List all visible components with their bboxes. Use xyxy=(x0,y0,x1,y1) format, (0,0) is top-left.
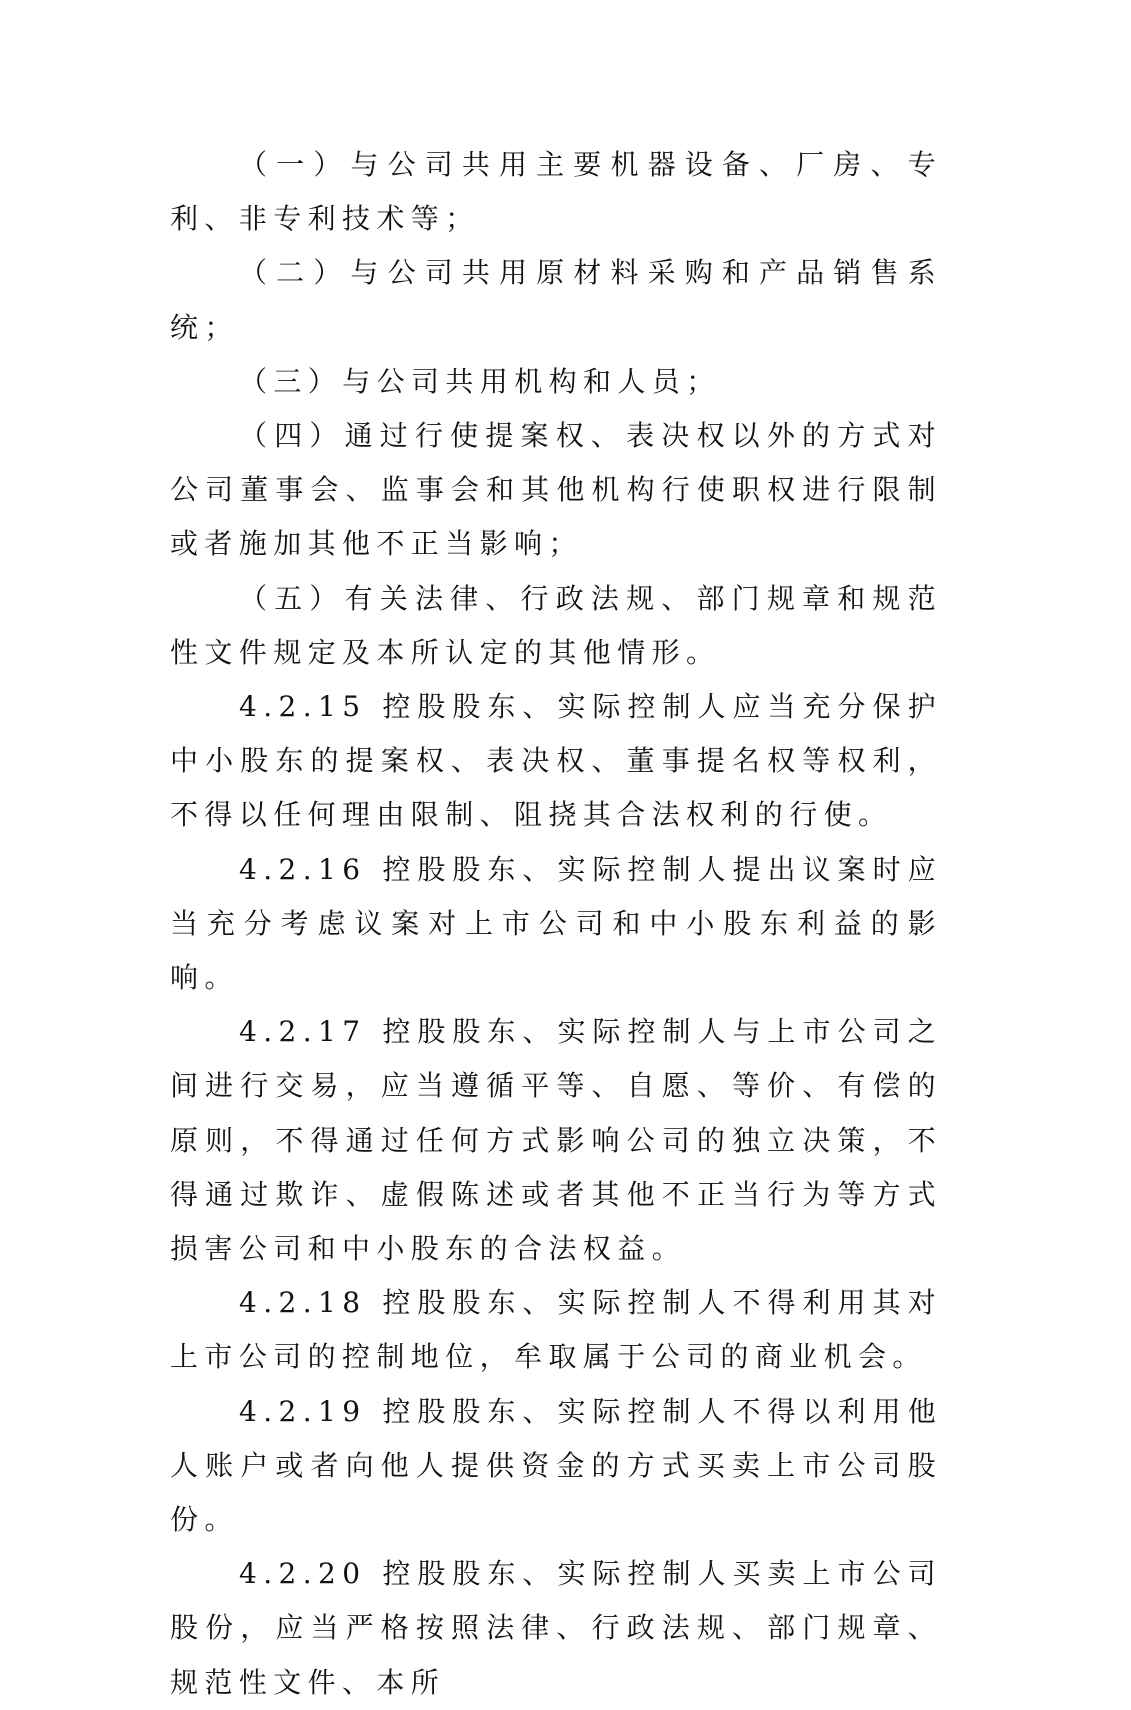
paragraph-item-3: （三）与公司共用机构和人员； xyxy=(239,364,721,398)
clause-4-2-17: 4.2.17 控股股东、实际控制人与上市公司之间进行交易，应当遵循平等、自愿、等价、有偿的原则，不得通过任何方式影响公司的独立决策，不得通过欺诈、虚假陈述或者其他不正当行为等方式损害公司和中小股东的合法权益。 xyxy=(170,1015,942,1266)
paragraph-item-4: （四）通过行使提案权、表决权以外的方式对公司董事会、监事会和其他机构行使职权进行限制或者施加其他不正当影响； xyxy=(170,419,942,561)
paragraph-item-5: （五）有关法律、行政法规、部门规章和规范性文件规定及本所认定的其他情形。 xyxy=(170,581,942,669)
clause-4-2-18: 4.2.18 控股股东、实际控制人不得利用其对上市公司的控制地位，牟取属于公司的商业机会。 xyxy=(170,1286,942,1374)
clause-4-2-16: 4.2.16 控股股东、实际控制人提出议案时应当充分考虑议案对上市公司和中小股东利益的影响。 xyxy=(170,852,942,995)
clause-4-2-20: 4.2.20 控股股东、实际控制人买卖上市公司股份，应当严格按照法律、行政法规、部门规章、规范性文件、本所 xyxy=(170,1557,942,1699)
paragraph-item-2: （二）与公司共用原材料采购和产品销售系统； xyxy=(170,256,942,344)
paragraph-item-1: （一）与公司共用主要机器设备、厂房、专利、非专利技术等； xyxy=(170,148,942,236)
clause-4-2-15: 4.2.15 控股股东、实际控制人应当充分保护中小股东的提案权、表决权、董事提名权等权利，不得以任何理由限制、阻挠其合法权利的行使。 xyxy=(170,690,942,832)
clause-4-2-19: 4.2.19 控股股东、实际控制人不得以利用他人账户或者向他人提供资金的方式买卖上市公司股份。 xyxy=(170,1394,942,1537)
document-body xyxy=(170,138,942,1710)
